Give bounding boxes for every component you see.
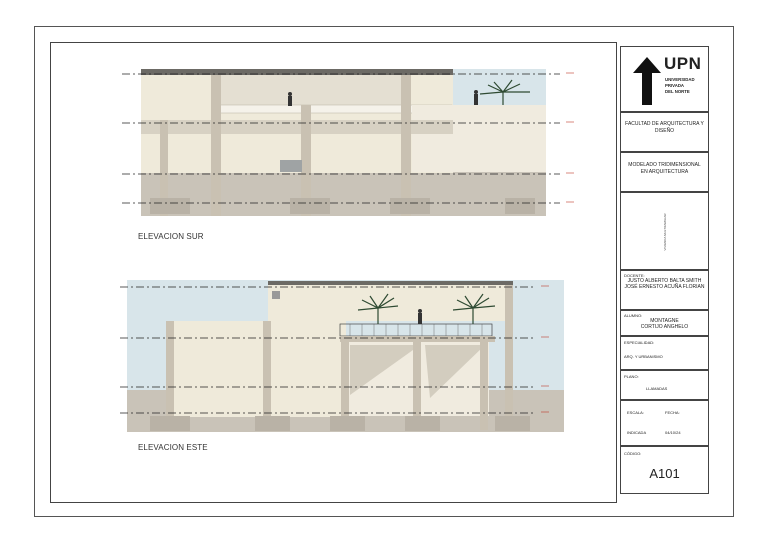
date-value: 04/10/24 — [665, 430, 681, 435]
project-cell — [620, 192, 709, 270]
faculty-cell — [620, 112, 709, 152]
faculty-text: FACULTAD DE ARQUITECTURA Y DISEÑO — [625, 121, 704, 134]
scale-date-cell — [620, 400, 709, 446]
upn-arrow-icon — [633, 57, 661, 105]
specialty-cell — [620, 336, 709, 370]
student-label: ALUMNO: — [624, 313, 643, 318]
course-text: MODELADO TRIDIMENSIONAL EN ARQUITECTURA — [628, 162, 701, 175]
scale-label: ESCALA: — [627, 410, 644, 415]
sheet-name: LLAMADAS — [646, 386, 668, 391]
student-1: MONTAGNE — [650, 318, 679, 324]
logo-cell — [620, 46, 709, 112]
teacher-1: JUSTO ALBERTO BALTA SMITH — [627, 278, 702, 284]
sheet-name-cell — [620, 370, 709, 400]
elevation-south-drawing — [122, 69, 574, 216]
logo-line-2: PRIVADA — [665, 83, 685, 88]
logo-line-3: DEL NORTE — [665, 89, 690, 94]
logo-line-1: UNIVERSIDAD — [665, 77, 695, 82]
teacher-cell — [620, 270, 709, 310]
sheet-code: A101 — [649, 466, 680, 481]
project-text: VIVIENDA MULTIFAMILIAR — [663, 213, 667, 251]
title-block — [620, 46, 709, 494]
teacher-2: JOSÉ ERNESTO ACUÑA FLORIAN — [624, 284, 705, 290]
specialty-label: ESPECIALIDAD: — [624, 340, 655, 345]
logo-text — [665, 77, 695, 95]
scale-value: INDICADA — [627, 430, 647, 435]
elevation-south-caption: ELEVACION SUR — [138, 232, 204, 241]
specialty-value: ARQ. Y URBANISMO — [624, 354, 663, 359]
date-label: FECHA: — [665, 410, 680, 415]
elevation-east-drawing — [120, 280, 564, 432]
code-label: CÓDIGO: — [624, 451, 642, 456]
elevation-east-caption: ELEVACION ESTE — [138, 443, 208, 452]
logo-mark: UPN — [664, 54, 702, 73]
student-2: CORTIJO ANGHELO — [640, 324, 689, 330]
teacher-label: DOCENTE: — [624, 273, 645, 278]
course-cell — [620, 152, 709, 192]
sheet-label: PLANO: — [624, 374, 639, 379]
code-cell — [620, 446, 709, 494]
student-cell — [620, 310, 709, 336]
